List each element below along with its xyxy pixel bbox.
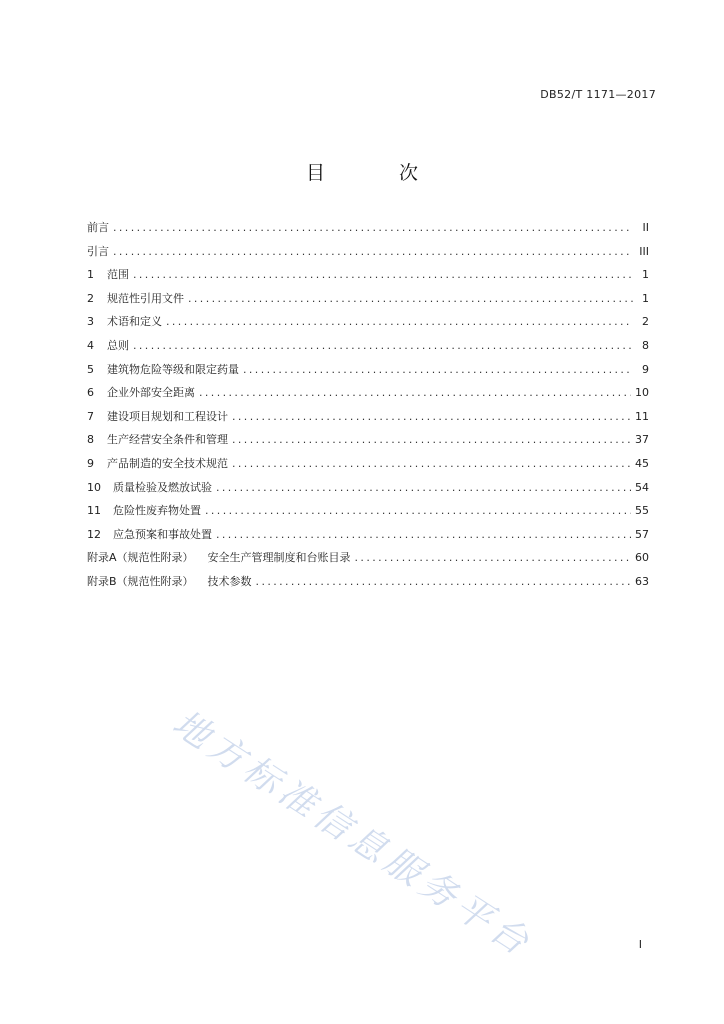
toc-dot-leader [205, 499, 631, 523]
toc-entry[interactable] [87, 263, 649, 287]
toc-entry-label: 危险性废弃物处置 [113, 504, 201, 518]
toc-entry-page: 9 [642, 362, 649, 376]
toc-entry-number: 2 [87, 291, 94, 305]
toc-entry-page: 63 [635, 574, 649, 588]
toc-entry[interactable] [87, 428, 649, 452]
toc-entry-label: 术语和定义 [107, 315, 162, 329]
toc-entry-number: 3 [87, 315, 94, 329]
toc-entry-number: 10 [87, 480, 101, 494]
toc-dot-leader [216, 476, 631, 500]
toc-entry-page: II [642, 221, 649, 234]
toc-dot-leader [133, 263, 633, 287]
toc-entry-label: 前言 [87, 221, 109, 234]
toc-entry[interactable] [87, 287, 649, 311]
toc-dot-leader [199, 381, 631, 405]
toc-entry-label: 范围 [107, 268, 129, 282]
page-number: I [638, 938, 642, 951]
toc-entry-page: 1 [642, 268, 649, 282]
toc-entry-page: 11 [635, 409, 649, 423]
toc-dot-leader [232, 428, 631, 452]
toc-entry-number: 1 [87, 268, 94, 282]
toc-entry[interactable] [87, 240, 649, 264]
toc-dot-leader [256, 570, 631, 594]
toc-entry-number: 6 [87, 386, 94, 400]
toc-dot-leader [243, 358, 633, 382]
toc-entry[interactable] [87, 334, 649, 358]
toc-entry-page: 55 [635, 504, 649, 518]
watermark: 地方标准信息服务平台 [165, 702, 540, 966]
toc-entry-number: 8 [87, 433, 94, 447]
toc-dot-leader [232, 405, 631, 429]
toc-dot-leader [355, 546, 631, 570]
toc-entry-number: 7 [87, 409, 94, 423]
toc-entry[interactable] [87, 476, 649, 500]
toc-entry-label: 引言 [87, 244, 109, 258]
toc-entry-page: III [639, 244, 649, 258]
toc-entry[interactable] [87, 381, 649, 405]
table-of-contents [87, 216, 649, 594]
page-title: 目 次 [305, 162, 453, 184]
toc-entry-page: 10 [635, 386, 649, 400]
toc-entry-page: 8 [642, 338, 649, 352]
toc-dot-leader [188, 287, 633, 311]
toc-entry-page: 54 [635, 480, 649, 494]
document-code: DB52/T 1171—2017 [540, 88, 656, 101]
toc-entry[interactable] [87, 452, 649, 476]
toc-dot-leader [113, 216, 633, 240]
toc-entry-number: 11 [87, 504, 101, 518]
toc-entry[interactable] [87, 358, 649, 382]
toc-entry-label: 生产经营安全条件和管理 [107, 433, 228, 447]
toc-entry-page: 1 [642, 291, 649, 305]
toc-entry-label: 建筑物危险等级和限定药量 [107, 362, 239, 376]
toc-entry[interactable] [87, 499, 649, 523]
toc-dot-leader [166, 310, 633, 334]
toc-entry-number: 9 [87, 456, 94, 470]
toc-entry-number: 12 [87, 527, 101, 541]
toc-entry[interactable] [87, 216, 649, 240]
toc-entry-label: 应急预案和事故处置 [113, 527, 212, 541]
toc-entry-label: 质量检验及燃放试验 [113, 480, 212, 494]
toc-entry[interactable] [87, 523, 649, 547]
toc-entry[interactable] [87, 310, 649, 334]
toc-entry-page: 57 [635, 527, 649, 541]
toc-entry-label: 总则 [107, 338, 129, 352]
toc-dot-leader [216, 523, 631, 547]
toc-entry-page: 2 [642, 315, 649, 329]
toc-entry-label: 附录B（规范性附录） [87, 574, 194, 588]
toc-entry-label: 建设项目规划和工程设计 [107, 409, 228, 423]
toc-entry-label: 企业外部安全距离 [107, 386, 195, 400]
toc-entry-page: 45 [635, 456, 649, 470]
toc-entry-label: 产品制造的安全技术规范 [107, 456, 228, 470]
toc-entry-label: 规范性引用文件 [107, 291, 184, 305]
toc-entry-page: 60 [635, 551, 649, 565]
toc-entry[interactable] [87, 570, 649, 594]
toc-dot-leader [113, 240, 633, 264]
toc-entry-page: 37 [635, 433, 649, 447]
toc-dot-leader [232, 452, 631, 476]
toc-entry-subtitle: 安全生产管理制度和台账目录 [207, 551, 351, 565]
toc-entry-subtitle: 技术参数 [207, 574, 252, 588]
toc-entry-label: 附录A（规范性附录） [87, 551, 194, 565]
toc-entry[interactable] [87, 546, 649, 570]
toc-entry-number: 4 [87, 338, 94, 352]
toc-dot-leader [133, 334, 633, 358]
toc-entry-number: 5 [87, 362, 94, 376]
toc-entry[interactable] [87, 405, 649, 429]
